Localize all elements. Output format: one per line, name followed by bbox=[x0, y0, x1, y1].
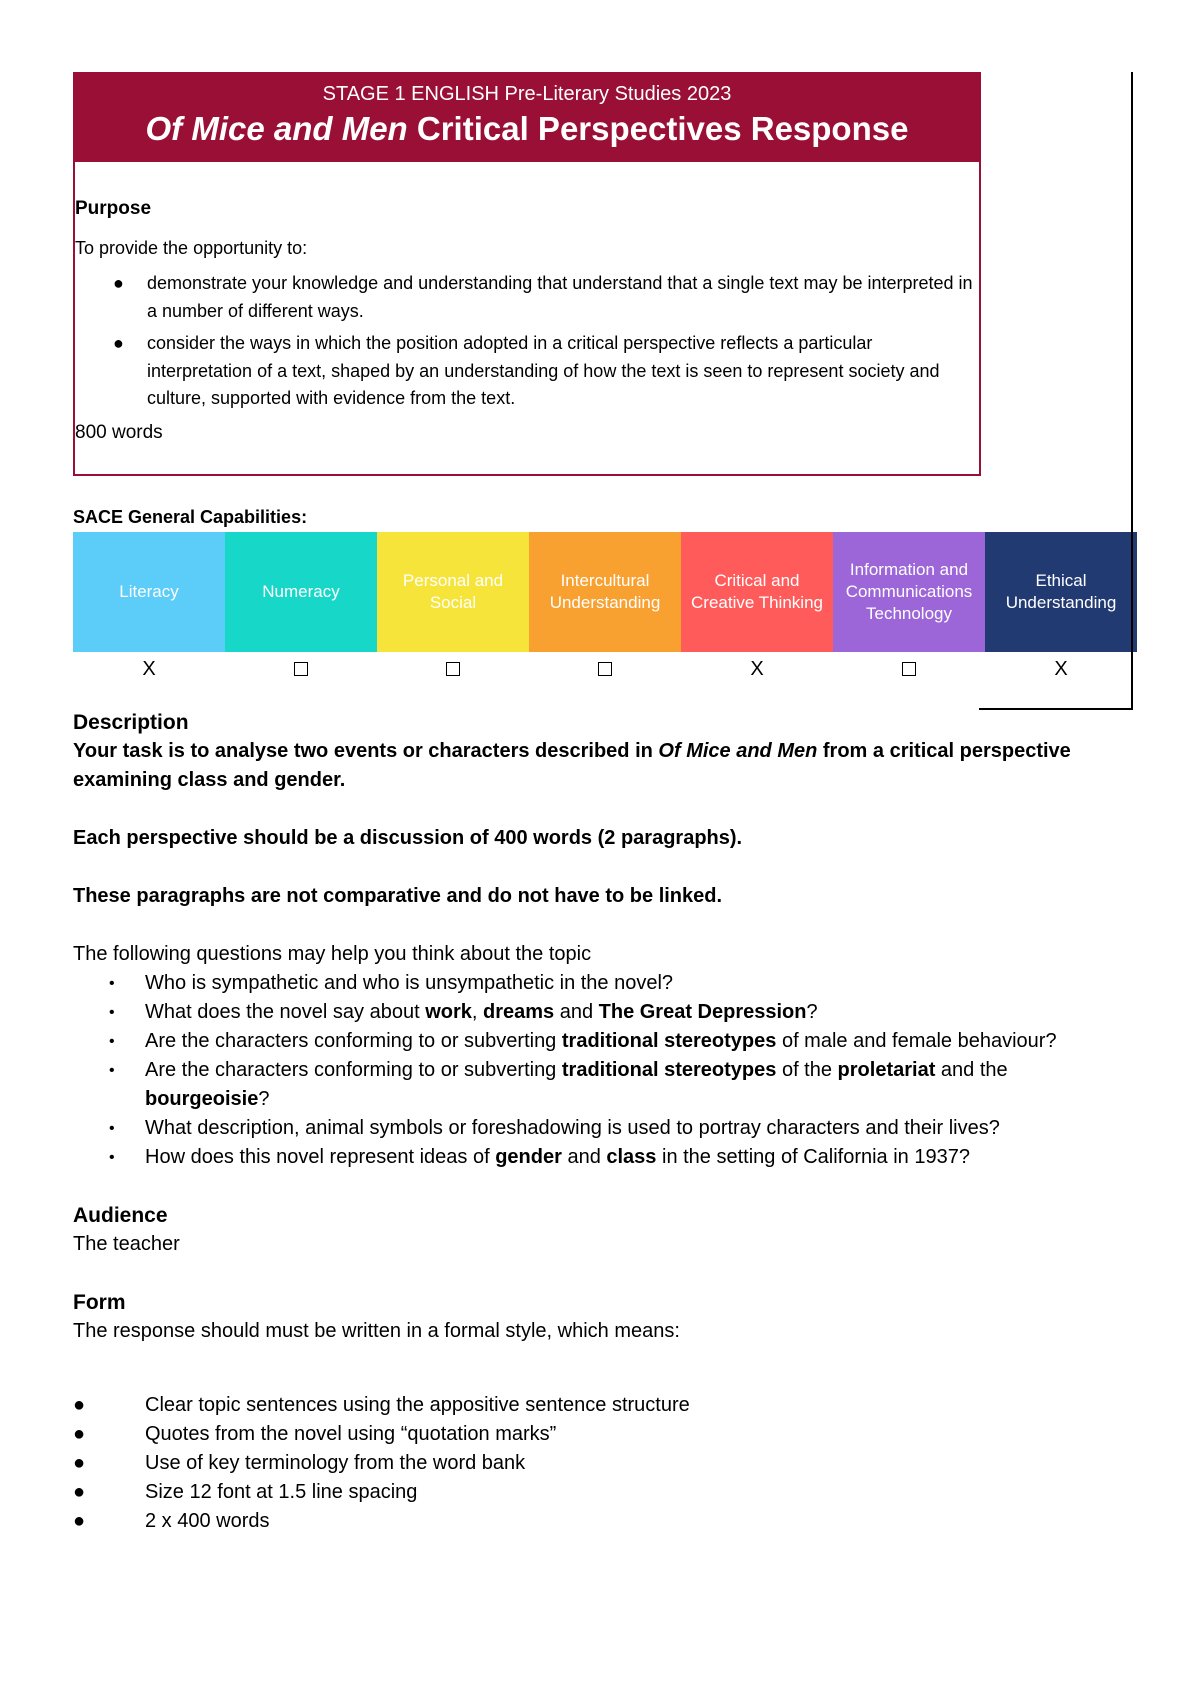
question-item: • Are the characters conforming to or subverting traditional stereotypes of the proletariat and the bourgeoisie? bbox=[73, 1056, 1133, 1114]
bullet-icon: ● bbox=[73, 1394, 86, 1416]
capability-cell: Personal and Social bbox=[377, 532, 529, 652]
capability-mark bbox=[225, 652, 377, 686]
purpose-item bbox=[75, 330, 980, 413]
question-text: What description, animal symbols or foreshadowing is used to portray characters and their lives? bbox=[145, 1117, 1000, 1139]
capability-mark bbox=[377, 652, 529, 686]
form-heading: Form bbox=[73, 1291, 126, 1314]
main-content bbox=[73, 708, 1133, 1536]
checkbox-icon bbox=[598, 662, 612, 676]
capability-cell: Intercultural Understanding bbox=[529, 532, 681, 652]
bullet-icon: • bbox=[109, 1120, 115, 1137]
checkbox-icon bbox=[902, 662, 916, 676]
capability-cell: Information and Communications Technology bbox=[833, 532, 985, 652]
right-border-rule bbox=[1131, 72, 1133, 710]
bullet-icon: ● bbox=[113, 333, 124, 353]
form-item-text: 2 x 400 words bbox=[145, 1510, 270, 1532]
stage-line: STAGE 1 ENGLISH Pre-Literary Studies 2023 bbox=[322, 83, 732, 105]
form-item bbox=[73, 1507, 1133, 1536]
description-heading: Description bbox=[73, 711, 189, 734]
purpose-list bbox=[75, 270, 980, 418]
capability-numeracy bbox=[225, 532, 377, 686]
capability-mark: X bbox=[750, 657, 764, 680]
task-text: from a critical perspective examining class and gender. bbox=[73, 740, 1071, 791]
bullet-icon: ● bbox=[73, 1423, 86, 1445]
header-band bbox=[75, 74, 979, 162]
question-item bbox=[73, 1114, 1133, 1143]
questions-list bbox=[73, 969, 1133, 1172]
capability-mark: X bbox=[142, 657, 156, 680]
capability-mark: X bbox=[1054, 657, 1068, 680]
task-statement bbox=[73, 737, 1133, 795]
bullet-icon: • bbox=[109, 975, 115, 992]
question-item bbox=[73, 969, 1133, 998]
capability-cell: Ethical Understanding bbox=[985, 532, 1137, 652]
checkbox-icon bbox=[446, 662, 460, 676]
form-list bbox=[73, 1391, 1133, 1536]
form-item-text: Clear topic sentences using the appositive sentence structure bbox=[145, 1394, 690, 1416]
form-item bbox=[73, 1391, 1133, 1420]
bullet-icon: ● bbox=[73, 1452, 86, 1474]
capability-cell: Literacy bbox=[73, 532, 225, 652]
bullet-icon: • bbox=[109, 1004, 115, 1021]
comparative-note: These paragraphs are not comparative and do not have to be linked. bbox=[73, 885, 723, 907]
purpose-item bbox=[75, 270, 980, 325]
title-italic: Of Mice and Men bbox=[145, 110, 408, 147]
bullet-icon: ● bbox=[113, 273, 124, 293]
form-item bbox=[73, 1478, 1133, 1507]
form-item-text: Use of key terminology from the word bank bbox=[145, 1452, 526, 1474]
capability-ethical bbox=[985, 532, 1137, 686]
capability-personal-social bbox=[377, 532, 529, 686]
checkbox-icon bbox=[294, 662, 308, 676]
purpose-item-text: consider the ways in which the position adopted in a critical perspective reflects a particular interpretation of a text, shaped by an understanding of how the text is seen to represent society and culture, supported with evidence from the text. bbox=[147, 333, 940, 408]
question-item: • How does this novel represent ideas of gender and class in the setting of California in 1937? bbox=[73, 1143, 1133, 1172]
capability-cell: Numeracy bbox=[225, 532, 377, 652]
capability-intercultural bbox=[529, 532, 681, 686]
document-title bbox=[75, 106, 979, 152]
perspective-note: Each perspective should be a discussion of 400 words (2 paragraphs). bbox=[73, 827, 743, 849]
capabilities-heading: SACE General Capabilities: bbox=[73, 507, 308, 527]
bullet-icon: • bbox=[109, 1033, 115, 1050]
purpose-heading: Purpose bbox=[75, 198, 152, 219]
bullet-icon: ● bbox=[73, 1481, 86, 1503]
bullet-icon: • bbox=[109, 1149, 115, 1166]
capability-ict bbox=[833, 532, 985, 686]
form-item bbox=[73, 1449, 1133, 1478]
question-text: Who is sympathetic and who is unsympathetic in the novel? bbox=[145, 972, 674, 994]
capabilities-table bbox=[73, 532, 1137, 686]
questions-intro: The following questions may help you think about the topic bbox=[73, 943, 592, 965]
title-rest: Critical Perspectives Response bbox=[407, 110, 909, 147]
capability-literacy bbox=[73, 532, 225, 686]
bullet-icon: ● bbox=[73, 1510, 86, 1532]
form-intro: The response should must be written in a formal style, which means: bbox=[73, 1320, 680, 1342]
purpose-intro: To provide the opportunity to: bbox=[75, 238, 308, 258]
audience-heading: Audience bbox=[73, 1204, 168, 1227]
purpose-item-text: demonstrate your knowledge and understanding that understand that a single text may be interpreted in a number of different ways. bbox=[147, 273, 973, 321]
task-text: Your task is to analyse two events or characters described in bbox=[73, 740, 659, 762]
form-item-text: Quotes from the novel using “quotation marks” bbox=[145, 1423, 557, 1445]
question-item: • What does the novel say about work, dreams and The Great Depression? bbox=[73, 998, 1133, 1027]
bullet-icon: • bbox=[109, 1062, 115, 1079]
task-novel-title: Of Mice and Men bbox=[658, 740, 818, 762]
capability-cell: Critical and Creative Thinking bbox=[681, 532, 833, 652]
capability-mark bbox=[529, 652, 681, 686]
form-item bbox=[73, 1420, 1133, 1449]
capability-critical-creative bbox=[681, 532, 833, 686]
question-item: • Are the characters conforming to or subverting traditional stereotypes of male and female behaviour? bbox=[73, 1027, 1133, 1056]
capability-mark bbox=[833, 652, 985, 686]
audience-text: The teacher bbox=[73, 1233, 180, 1255]
header-box bbox=[73, 72, 981, 476]
word-count: 800 words bbox=[75, 422, 163, 443]
form-item-text: Size 12 font at 1.5 line spacing bbox=[145, 1481, 418, 1503]
